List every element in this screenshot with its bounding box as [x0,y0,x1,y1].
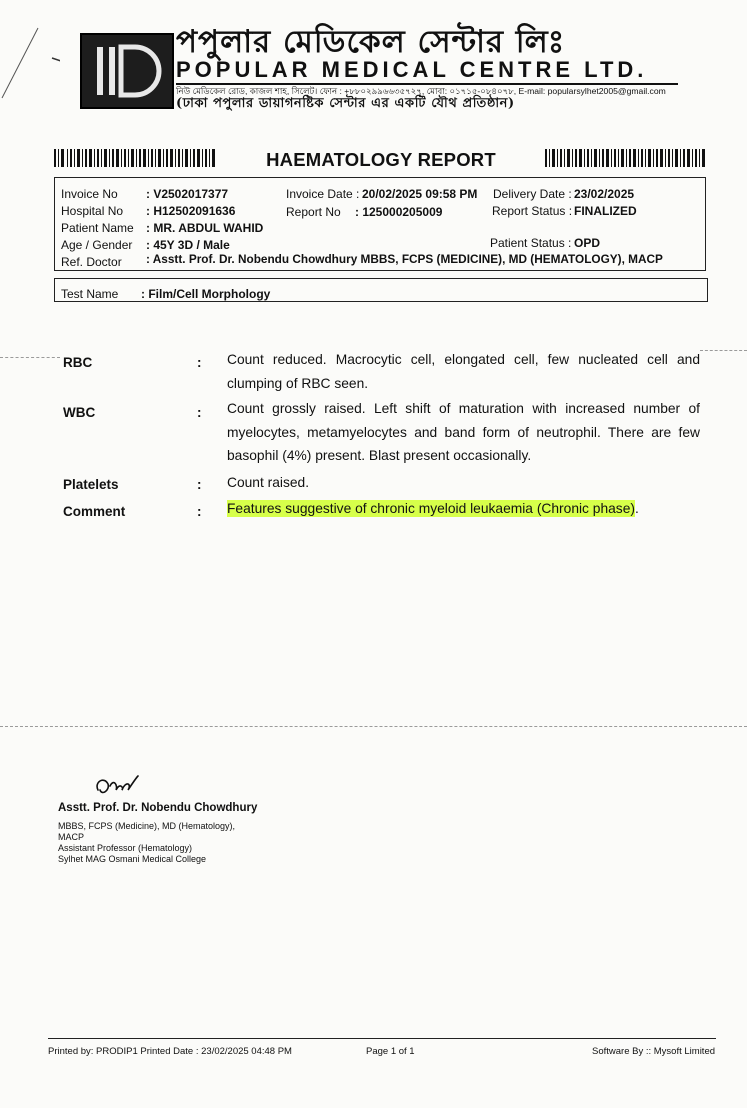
invoice-no-value: : V2502017377 [146,187,229,201]
signatory-institution: Sylhet MAG Osmani Medical College [58,854,207,864]
ref-doctor-label: Ref. Doctor [61,255,122,269]
invoice-no-label: Invoice No [61,187,118,201]
invoice-date-value: 20/02/2025 09:58 PM [362,187,478,201]
platelets-label: Platelets [63,477,119,492]
patient-name-label: Patient Name [61,221,134,235]
comment-label: Comment [63,504,126,519]
report-no-value: : 125000205009 [355,205,443,219]
header-divider [176,83,678,85]
age-gender-value: : 45Y 3D / Male [146,238,230,252]
scan-artifact-line [0,357,60,358]
report-status-value: FINALIZED [574,204,637,218]
comment-period: . [634,501,639,516]
signatory-degrees-cont: MACP [58,832,85,842]
hospital-name-bangla: পপুলার মেডিকেল সেন্টার লিঃ [176,24,566,60]
platelets-result: Count raised. [227,475,310,490]
hospital-no-label: Hospital No [61,204,124,218]
page-number: Page 1 of 1 [366,1046,415,1057]
scan-artifact-line [0,726,747,727]
delivery-date-label: Delivery Date : [493,187,572,201]
hospital-name-english: POPULAR MEDICAL CENTRE LTD. [176,57,648,82]
printed-by: Printed by: PRODIP1 Printed Date : 23/02/2025 04:48 PM [48,1046,292,1057]
software-credit: Software By :: Mysoft Limited [592,1046,716,1057]
invoice-date-label: Invoice Date : [286,187,360,201]
comment-colon: : [197,504,202,519]
delivery-date-value: 23/02/2025 [574,187,635,201]
wbc-label: WBC [63,405,96,420]
report-title: HAEMATOLOGY REPORT [266,149,496,170]
test-name-value: : Film/Cell Morphology [141,287,271,301]
report-status-label: Report Status : [492,204,573,218]
doctor-signature-mark [92,772,142,802]
platelets-colon: : [197,477,202,492]
rbc-result: Count reduced. Macrocytic cell, elongated cell, few nucleated cell and clumping of RBC seen. [227,352,700,391]
hospital-no-value: : H12502091636 [146,204,236,218]
rbc-label: RBC [63,355,93,370]
report-no-label: Report No [286,205,341,219]
scan-artifact-line [700,350,747,351]
signatory-designation: Assistant Professor (Hematology) [58,843,193,853]
comment-result [227,497,700,521]
barcode-left [54,149,218,167]
test-name-label: Test Name [61,287,119,301]
barcode-right [545,149,705,167]
wbc-result: Count grossly raised. Left shift of maturation with increased number of myelocytes, metamyelocytes and band form of neutrophil. There are few basophil (4%) present. Blast present occasionally. [227,401,700,463]
signatory-degrees: MBBS, FCPS (Medicine), MD (Hematology), [58,821,236,831]
logo-mark-icon [89,41,165,101]
scan-fold-mark [0,20,60,100]
patient-status-label: Patient Status : [490,236,572,250]
hospital-contact: নিউ মেডিকেল রোড, কাজল শাহ, সিলেট। ফোন : +৮৮০২৯৯৬৬৩৫৭২৭, মোবা: ০১৭১৫-০৮৪০৭৮, E-mail: popularsylhet2005@gmail.com [176,86,666,96]
age-gender-label: Age / Gender [61,238,133,252]
hospital-tagline: (ঢাকা পপুলার ডায়াগনষ্টিক সেন্টার এর একটি যৌথ প্রতিষ্ঠান) [176,96,515,111]
patient-status-value: OPD [574,236,601,250]
signatory-name: Asstt. Prof. Dr. Nobendu Chowdhury [58,802,258,814]
rbc-colon: : [197,355,202,370]
comment-highlight: Features suggestive of chronic myeloid leukaemia (Chronic phase) [227,501,635,516]
wbc-colon: : [197,405,202,420]
footer-divider [48,1038,716,1039]
ref-doctor-value: : Asstt. Prof. Dr. Nobendu Chowdhury MBBS, FCPS (MEDICINE), MD (HEMATOLOGY), MACP [146,252,663,266]
patient-name-value: : MR. ABDUL WAHID [146,221,264,235]
hospital-logo [80,33,174,109]
